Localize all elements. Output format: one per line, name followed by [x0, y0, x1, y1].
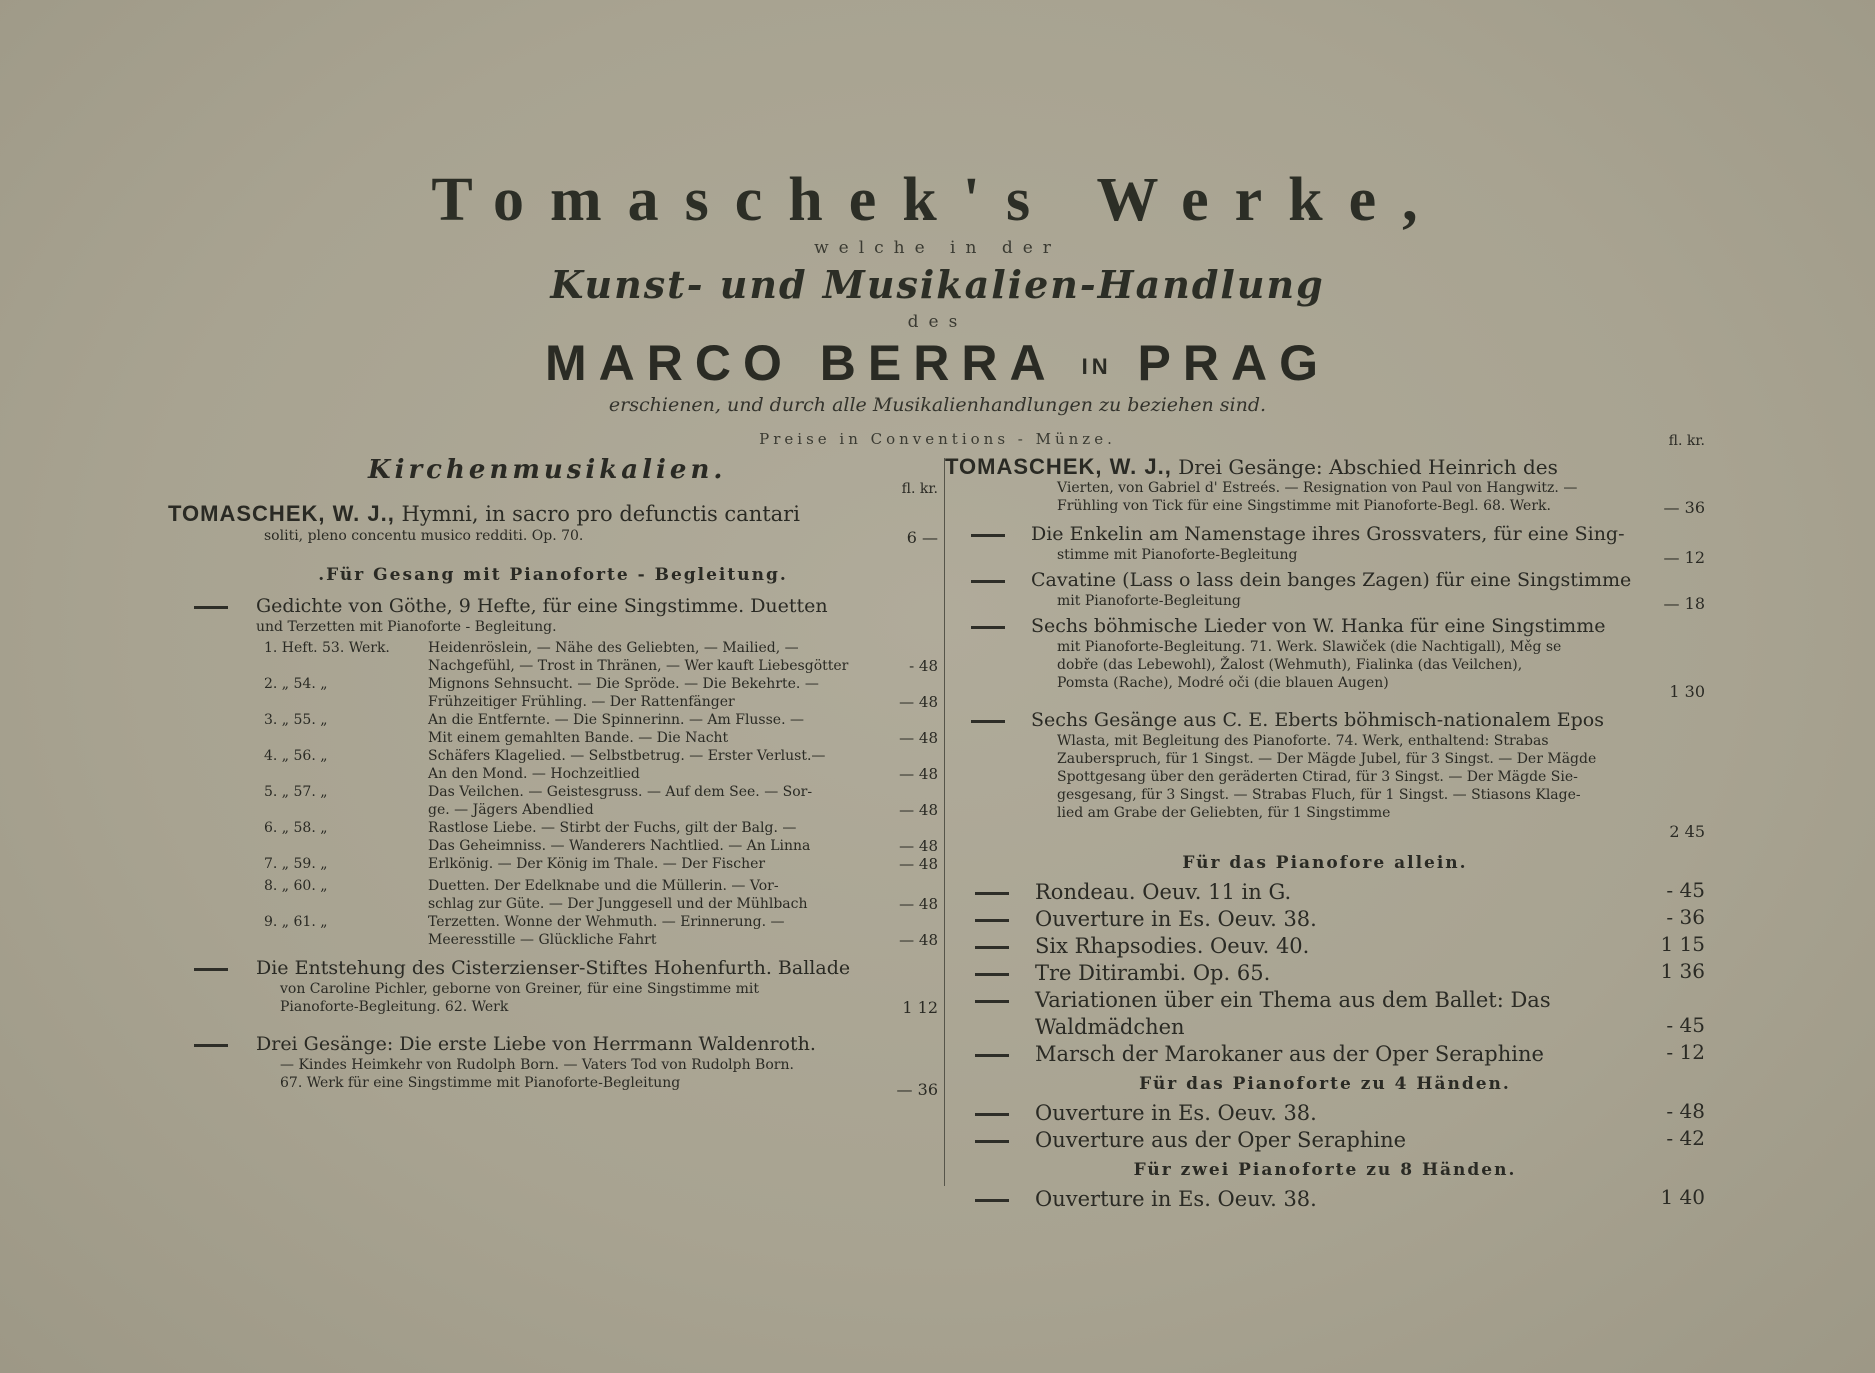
preise-line: Preise in Conventions - Münze. — [759, 430, 1116, 448]
left-price-header: fl. kr. — [901, 481, 938, 497]
entry-price: — 36 — [1663, 498, 1705, 517]
entry-price: 2 45 — [1669, 822, 1705, 841]
dash-mark — [975, 919, 1009, 922]
heft-price: - 48 — [909, 657, 938, 675]
entry-text: Hymni, in sacro pro defunctis cantari — [401, 502, 800, 526]
entry-sub: Zauberspruch, für 1 Singst. — Der Mägde Jubel, für 3 Singst. — Der Mägde — [1057, 751, 1597, 767]
dash-mark — [971, 580, 1005, 583]
entry-text: Die Entstehung des Cisterzienser-Stiftes Hohenfurth. Ballade — [256, 957, 851, 979]
entry-sub: Wlasta, mit Begleitung des Pianoforte. 74. Werk, enthaltend: Strabas — [1057, 733, 1549, 749]
heft-row — [168, 855, 938, 877]
heft-row — [168, 913, 938, 949]
entry-sub: — Kindes Heimkehr von Rudolph Born. — Vaters Tod von Rudolph Born. — [280, 1057, 794, 1073]
heft-number: 7. „ 59. „ — [264, 856, 328, 872]
piano-price: 1 36 — [1660, 959, 1705, 983]
heft-row — [168, 877, 938, 913]
handlung-line: Kunst- und Musikalien-Handlung — [550, 262, 1325, 307]
dash-mark — [194, 1044, 228, 1047]
entry-text: Gedichte von Göthe, 9 Hefte, für eine Singstimme. Duetten — [256, 595, 828, 617]
heft-line-1: Das Veilchen. — Geistesgruss. — Auf dem See. — Sor- — [428, 784, 813, 800]
heft-number: 1. Heft. 53. Werk. — [264, 640, 390, 656]
composer-name: TOMASCHEK, W. J., — [168, 501, 395, 526]
entry-abschied — [945, 455, 1705, 519]
dash-mark — [975, 1113, 1009, 1116]
piano-item — [945, 960, 1705, 987]
publisher-city: PRAG — [1137, 335, 1330, 391]
heft-price: — 48 — [899, 765, 938, 783]
composer-name: TOMASCHEK, W. J., — [945, 454, 1172, 479]
entry-sub: Pianoforte-Begleitung. 62. Werk — [280, 999, 509, 1015]
entry-sub: Pomsta (Rache), Modré oči (die blauen Augen) — [1057, 675, 1389, 691]
entry-text: Sechs Gesänge aus C. E. Eberts böhmisch-nationalem Epos — [1031, 709, 1604, 731]
heft-line-1: Erlkönig. — Der König im Thale. — Der Fischer — [428, 856, 766, 872]
heft-line-2: An den Mond. — Hochzeitlied — [428, 766, 640, 782]
dash-mark — [971, 720, 1005, 723]
heft-line-1: Rastlose Liebe. — Stirbt der Fuchs, gilt der Balg. — — [428, 820, 797, 836]
entry-sub: mit Pianoforte-Begleitung — [1057, 593, 1241, 609]
entry-text: Drei Gesänge: Abschied Heinrich des — [1178, 455, 1558, 479]
piano-item — [945, 987, 1705, 1041]
heft-row — [168, 675, 938, 711]
dash-mark — [194, 968, 228, 971]
piano-text: Rondeau. Oeuv. 11 in G. — [1035, 880, 1292, 904]
erschienen-line: erschienen, und durch alle Musikalienhandlungen zu beziehen sind. — [608, 394, 1267, 416]
entry-eberts — [945, 709, 1705, 843]
entry-enkelin — [945, 523, 1705, 569]
entry-price: 1 30 — [1669, 682, 1705, 701]
heft-price: — 48 — [899, 693, 938, 711]
vier-item — [945, 1100, 1705, 1127]
entry-cavatine — [945, 569, 1705, 615]
entry-price: 1 12 — [902, 998, 938, 1017]
dash-mark — [971, 626, 1005, 629]
right-price-header: fl. kr. — [1668, 433, 1705, 449]
entry-text: Die Enkelin am Namenstage ihres Grossvaters, für eine Sing- — [1031, 523, 1625, 545]
right-column — [945, 433, 1705, 1213]
entry-hymni — [168, 501, 938, 549]
heft-line-1: An die Entfernte. — Die Spinnerinn. — Am Flusse. — — [428, 712, 804, 728]
entry-sub: 67. Werk für eine Singstimme mit Pianoforte-Begleitung — [280, 1075, 681, 1091]
hefte-list — [168, 639, 938, 949]
dash-mark — [975, 1140, 1009, 1143]
entry-sub: soliti, pleno concentu musico redditi. Op. 70. — [264, 528, 584, 544]
acht-list — [945, 1186, 1705, 1213]
piano-price: - 45 — [1666, 878, 1705, 902]
heft-row — [168, 711, 938, 747]
piano-price: - 12 — [1666, 1040, 1705, 1064]
heft-line-2: Mit einem gemahlten Bande. — Die Nacht — [428, 730, 729, 746]
entry-sub: Vierten, von Gabriel d' Estreés. — Resignation von Paul von Hangwitz. — — [1057, 480, 1578, 496]
piano-list — [945, 879, 1705, 1068]
entry-sub: lied am Grabe der Geliebten, für 1 Singstimme — [1057, 805, 1391, 821]
entry-sub: Spottgesang über den geräderten Ctirad, für 3 Singst. — Der Mägde Sie- — [1057, 769, 1578, 785]
entry-sub: dobře (das Lebewohl), Žalost (Wehmuth), Fialinka (das Veilchen), — [1057, 657, 1523, 673]
piano-item — [945, 879, 1705, 906]
heft-number: 4. „ 56. „ — [264, 748, 328, 764]
heft-price: — 48 — [899, 895, 938, 913]
heft-price: — 48 — [899, 931, 938, 949]
acht-price: 1 40 — [1660, 1185, 1705, 1209]
piano-text: Six Rhapsodies. Oeuv. 40. — [1035, 934, 1310, 958]
piano-text: Marsch der Marokaner aus der Oper Seraphine — [1035, 1042, 1544, 1066]
publisher-in: IN — [1081, 353, 1112, 379]
heft-line-2: Meeresstille — Glückliche Fahrt — [428, 932, 657, 948]
publisher-line — [0, 334, 1875, 392]
dash-mark — [194, 606, 228, 609]
heft-line-1: Mignons Sehnsucht. — Die Spröde. — Die Bekehrte. — — [428, 676, 819, 692]
kirchen-title: Kirchenmusikalien. — [368, 455, 727, 485]
entry-sub: Frühling von Tick für eine Singstimme mit Pianoforte-Begl. 68. Werk. — [1057, 498, 1551, 514]
entry-sub: von Caroline Pichler, geborne von Greiner, für eine Singstimme mit — [280, 981, 760, 997]
piano-text: Variationen über ein Thema aus dem Ballet: Das Waldmädchen — [1035, 988, 1551, 1039]
entry-boehmische — [945, 615, 1705, 703]
acht-title: Für zwei Pianoforte zu 8 Händen. — [1133, 1160, 1517, 1180]
piano-price: 1 15 — [1660, 932, 1705, 956]
heft-number: 5. „ 57. „ — [264, 784, 328, 800]
heft-row — [168, 747, 938, 783]
page-title: Tomaschek's Werke, — [431, 166, 1444, 234]
entry-price: — 18 — [1663, 594, 1705, 613]
entry-entstehung — [168, 957, 938, 1033]
acht-item — [945, 1186, 1705, 1213]
entry-text: Cavatine (Lass o lass dein banges Zagen) für eine Singstimme — [1031, 569, 1632, 591]
heft-price: — 48 — [899, 801, 938, 819]
dash-mark — [975, 973, 1009, 976]
publisher-name: MARCO BERRA — [545, 335, 1056, 391]
heft-price: — 48 — [899, 729, 938, 747]
left-column — [168, 455, 938, 1101]
entry-price: 6 — — [906, 528, 938, 547]
vier-text: Ouverture in Es. Oeuv. 38. — [1035, 1101, 1317, 1125]
dash-mark — [975, 1000, 1009, 1003]
acht-text: Ouverture in Es. Oeuv. 38. — [1035, 1187, 1317, 1211]
entry-text: Drei Gesänge: Die erste Liebe von Herrmann Waldenroth. — [256, 1033, 816, 1055]
heft-line-2: Nachgefühl, — Trost in Thränen, — Wer kauft Liebesgötter — [428, 658, 849, 674]
gesang-title: .Für Gesang mit Pianoforte - Begleitung. — [318, 565, 788, 585]
dash-mark — [975, 946, 1009, 949]
dash-mark — [971, 534, 1005, 537]
entry-price: — 36 — [896, 1080, 938, 1099]
heft-line-2: Frühzeitiger Frühling. — Der Rattenfänger — [428, 694, 735, 710]
entry-text: Sechs böhmische Lieder von W. Hanka für eine Singstimme — [1031, 615, 1606, 637]
dash-mark — [975, 1199, 1009, 1202]
entry-sub: mit Pianoforte-Begleitung. 71. Werk. Slawiček (die Nachtigall), Měg se — [1057, 639, 1562, 655]
vier-price: - 42 — [1666, 1126, 1705, 1150]
heft-line-2: schlag zur Güte. — Der Junggesell und der Mühlbach — [428, 896, 808, 912]
piano-price: - 36 — [1666, 905, 1705, 929]
heft-row — [168, 783, 938, 819]
heft-line-2: ge. — Jägers Abendlied — [428, 802, 594, 818]
piano-item — [945, 933, 1705, 960]
piano-item — [945, 1041, 1705, 1068]
heft-line-1: Terzetten. Wonne der Wehmuth. — Erinnerung. — — [428, 914, 785, 930]
heft-number: 9. „ 61. „ — [264, 914, 328, 930]
des-line: des — [907, 312, 968, 332]
vier-list — [945, 1100, 1705, 1154]
entry-drei — [168, 1033, 938, 1101]
piano-price: - 45 — [1666, 1013, 1705, 1037]
heft-number: 6. „ 58. „ — [264, 820, 328, 836]
vier-title: Für das Pianoforte zu 4 Händen. — [1139, 1074, 1511, 1094]
heft-price: — 48 — [899, 837, 938, 855]
entry-sub: und Terzetten mit Pianoforte - Begleitung. — [256, 619, 557, 635]
heft-number: 3. „ 55. „ — [264, 712, 328, 728]
vier-item — [945, 1127, 1705, 1154]
heft-number: 2. „ 54. „ — [264, 676, 328, 692]
vier-price: - 48 — [1666, 1099, 1705, 1123]
heft-number: 8. „ 60. „ — [264, 878, 328, 894]
piano-text: Ouverture in Es. Oeuv. 38. — [1035, 907, 1317, 931]
dash-mark — [975, 892, 1009, 895]
heft-line-1: Duetten. Der Edelknabe und die Müllerin. — Vor- — [428, 878, 779, 894]
piano-title: Für das Pianofore allein. — [1182, 853, 1468, 873]
entry-goethe — [168, 595, 938, 639]
piano-item — [945, 906, 1705, 933]
heft-price: — 48 — [899, 855, 938, 873]
entry-sub: stimme mit Pianoforte-Begleitung — [1057, 547, 1298, 563]
heft-row — [168, 639, 938, 675]
entry-sub: gesgesang, für 3 Singst. — Strabas Fluch, für 1 Singst. — Stiasons Klage- — [1057, 787, 1581, 803]
welche-line: welche in der — [814, 238, 1061, 258]
dash-mark — [975, 1054, 1009, 1057]
heft-row — [168, 819, 938, 855]
piano-text: Tre Ditirambi. Op. 65. — [1035, 961, 1271, 985]
vier-text: Ouverture aus der Oper Seraphine — [1035, 1128, 1407, 1152]
heft-line-1: Heidenröslein, — Nähe des Geliebten, — Mailied, — — [428, 640, 799, 656]
heft-line-2: Das Geheimniss. — Wanderers Nachtlied. — An Linna — [428, 838, 811, 854]
heft-line-1: Schäfers Klagelied. — Selbstbetrug. — Erster Verlust.— — [428, 748, 826, 764]
entry-price: — 12 — [1663, 548, 1705, 567]
